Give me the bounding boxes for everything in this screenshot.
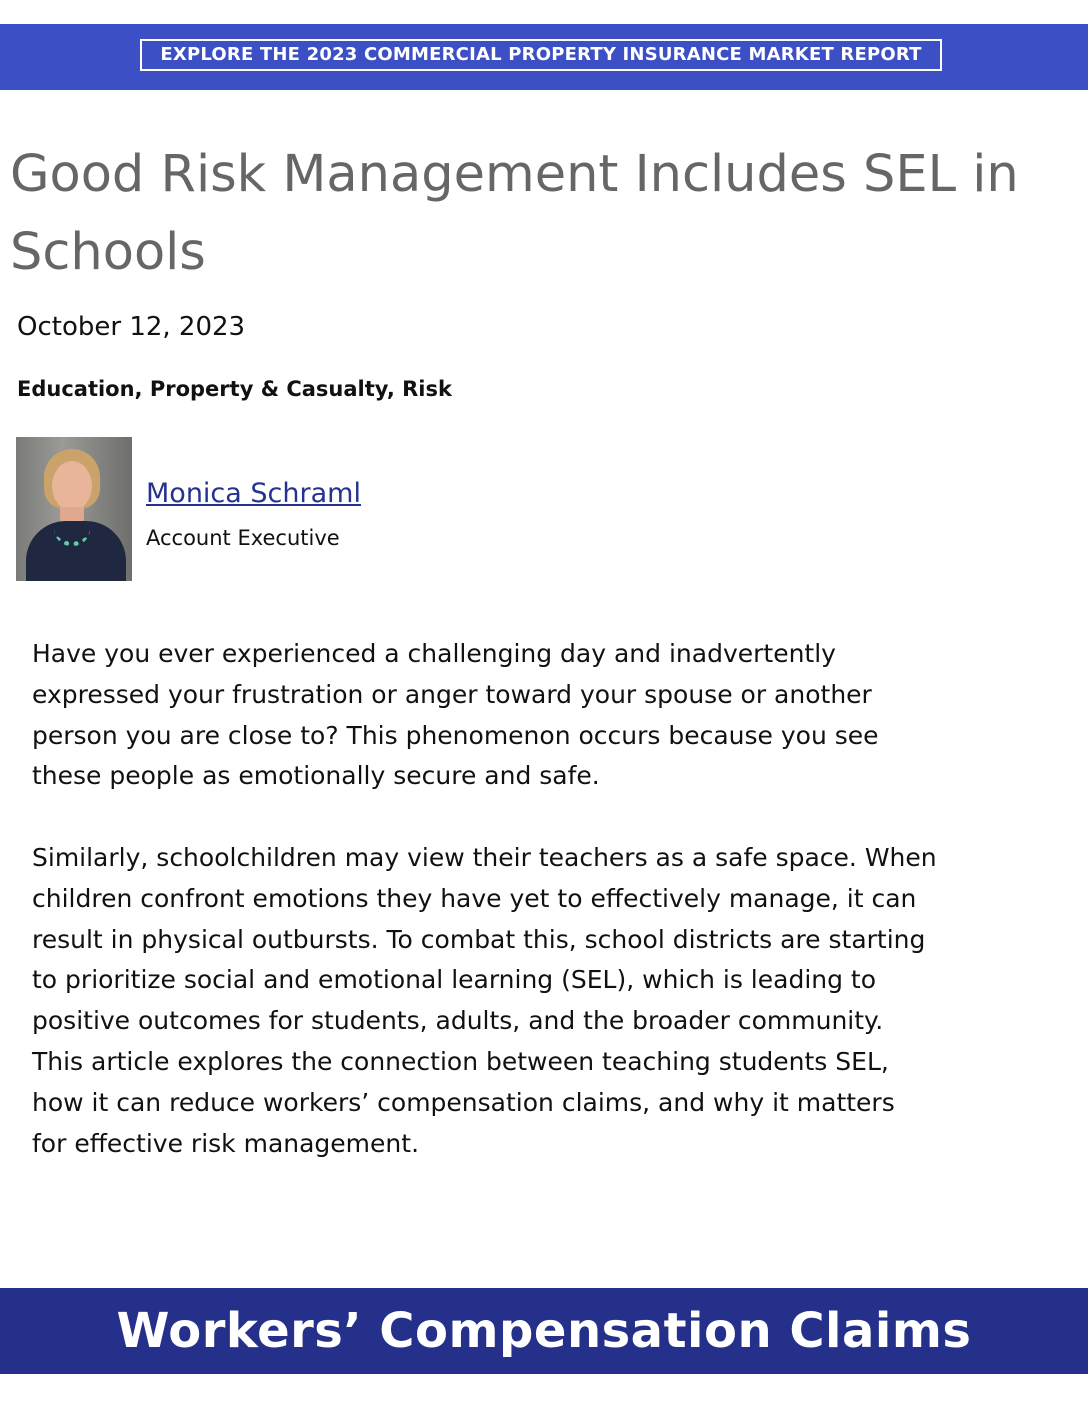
text-line: person you are close to? This phenomenon occurs because you see	[32, 720, 879, 750]
text-line: This article explores the connection between teaching students SEL,	[32, 1046, 889, 1076]
text-line: expressed your frustration or anger toward your spouse or another	[32, 679, 872, 709]
article-categories: Education, Property & Casualty, Risk	[17, 377, 452, 401]
author-avatar	[16, 437, 132, 581]
text-line: Have you ever experienced a challenging day and inadvertently	[32, 639, 836, 668]
page-title: Good Risk Management Includes SEL in Schools	[10, 145, 1019, 282]
market-report-button[interactable]: EXPLORE THE 2023 COMMERCIAL PROPERTY INSURANCE MARKET REPORT	[140, 39, 942, 71]
author-name-link[interactable]: Monica Schraml	[146, 478, 361, 509]
text-line: to prioritize social and emotional learning (SEL), which is leading to	[32, 965, 877, 995]
promo-banner	[0, 24, 1088, 90]
text-line: for effective risk management.	[32, 1128, 420, 1158]
text-line: children confront emotions they have yet to effectively manage, it can	[32, 883, 917, 913]
text-line: result in physical outbursts. To combat this, school districts are starting	[32, 924, 926, 954]
author-role: Account Executive	[146, 526, 340, 550]
paragraph-1	[32, 634, 1072, 797]
section-heading: Workers’ Compensation Claims	[0, 1288, 1088, 1374]
text-line: positive outcomes for students, adults, and the broader community.	[32, 1006, 884, 1036]
text-line: Similarly, schoolchildren may view their teachers as a safe space. When	[32, 842, 937, 872]
paragraph-2	[32, 838, 1072, 1164]
article-date: October 12, 2023	[17, 312, 246, 342]
article-body	[32, 634, 1072, 1205]
text-line: how it can reduce workers’ compensation claims, and why it matters	[32, 1087, 895, 1117]
text-line: these people as emotionally secure and safe.	[32, 761, 600, 791]
